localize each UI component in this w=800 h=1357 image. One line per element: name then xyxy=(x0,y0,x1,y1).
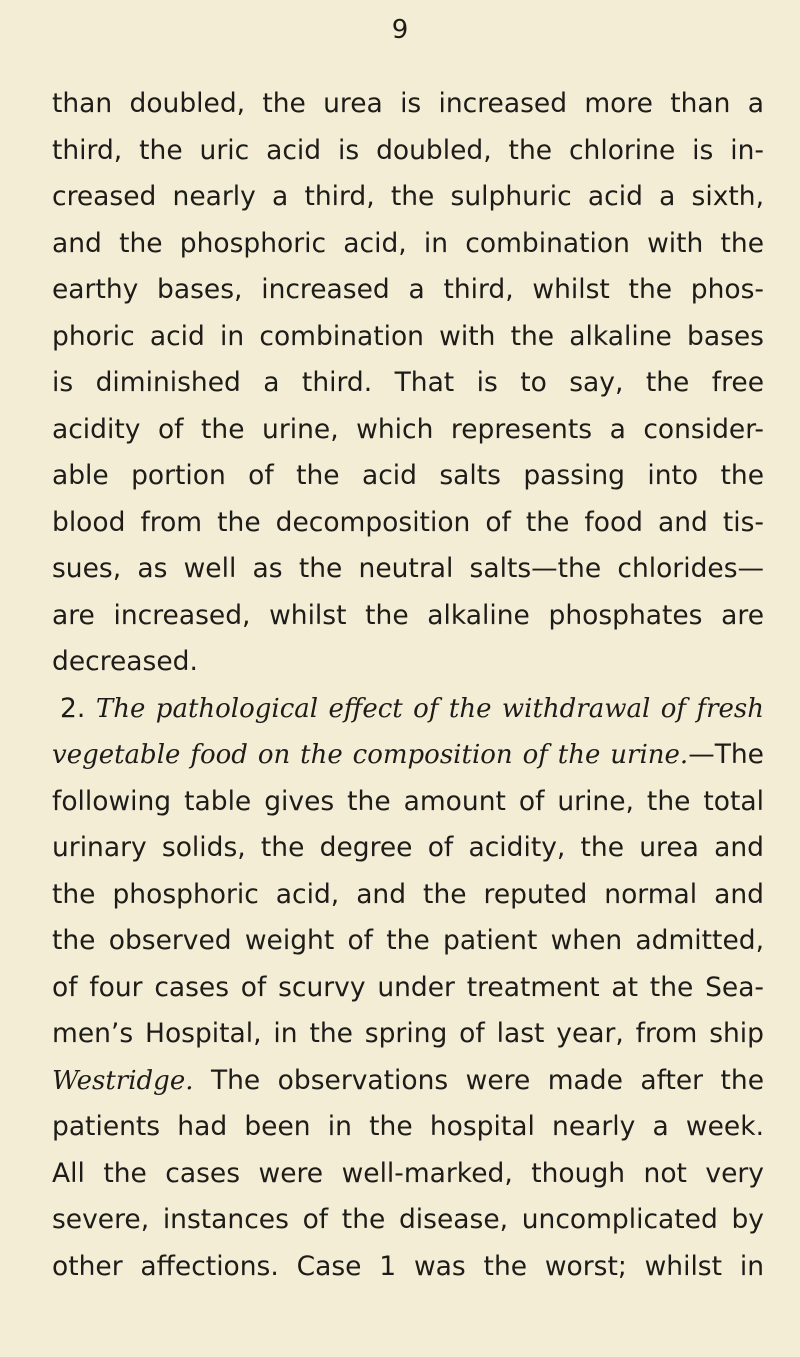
text-line: sues, as well as the neutral salts—the chlorides— xyxy=(52,553,764,584)
body-text xyxy=(52,84,764,1293)
section-heading-line xyxy=(52,689,764,736)
text-line: decreased. xyxy=(52,646,198,677)
text-line: earthy bases, increased a third, whilst the phos- xyxy=(52,274,764,305)
text-line: are increased, whilst the alkaline phosphates are xyxy=(52,599,764,631)
text-line: following table gives the amount of urine, the total xyxy=(52,785,764,817)
text-line: All the cases were well-marked, though not very xyxy=(52,1157,764,1189)
text-line: than doubled, the urea is increased more than a xyxy=(52,88,764,119)
text-line: other affections. Case 1 was the worst; whilst in xyxy=(52,1250,764,1282)
text-line: phoric acid in combination with the alkaline bases xyxy=(52,320,764,352)
text-line: and the phosphoric acid, in combination with the xyxy=(52,227,764,259)
text-line: acidity of the urine, which represents a consider- xyxy=(52,413,764,445)
text-line: the phosphoric acid, and the reputed normal and xyxy=(52,878,764,910)
section-number: 2. xyxy=(60,692,86,724)
text-line xyxy=(52,1061,764,1108)
text-line: men’s Hospital, in the spring of last year, from ship xyxy=(52,1018,764,1049)
ship-name: Westridge. xyxy=(52,1065,194,1096)
text-line: is diminished a third. That is to say, the free xyxy=(52,367,764,398)
text-line: blood from the decomposition of the food and tis- xyxy=(52,506,764,538)
section-heading-line xyxy=(52,735,764,782)
text-line: the observed weight of the patient when admitted, xyxy=(52,925,764,956)
page-number: 9 xyxy=(391,15,409,45)
text-line: severe, instances of the disease, uncomplicated by xyxy=(52,1204,764,1235)
text-line: third, the uric acid is doubled, the chlorine is in- xyxy=(52,134,764,166)
text-line: creased nearly a third, the sulphuric acid a sixth, xyxy=(52,181,764,212)
text-line: urinary solids, the degree of acidity, the urea and xyxy=(52,832,764,863)
section-heading-part: vegetable food on the composition of the urine. xyxy=(52,740,689,770)
section-heading-tail: —The xyxy=(688,739,764,770)
text-line: patients had been in the hospital nearly a week. xyxy=(52,1111,764,1142)
text-line: of four cases of scurvy under treatment at the Sea- xyxy=(52,971,764,1003)
text-line: able portion of the acid salts passing into the xyxy=(52,460,764,491)
text-line-rest: The observations were made after the xyxy=(210,1064,764,1096)
section-heading-part: The pathological effect of the withdrawal of fresh xyxy=(95,693,764,724)
